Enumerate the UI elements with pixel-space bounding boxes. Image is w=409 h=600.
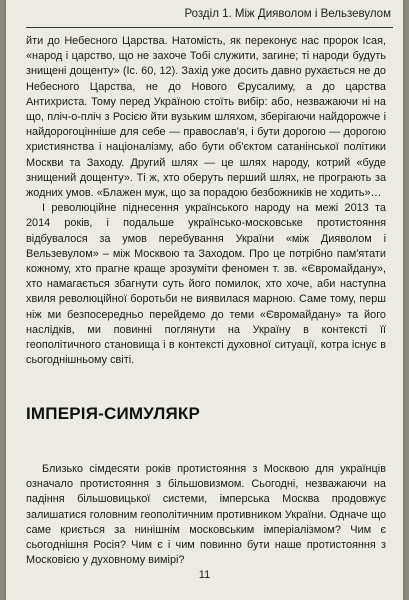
section-heading: ІМПЕРІЯ-СИМУЛЯКР xyxy=(26,404,201,423)
header-rule xyxy=(26,27,393,28)
page-number: 11 xyxy=(198,569,211,581)
running-head: Розділ 1. Між Дияволом і Вельзевулом xyxy=(184,8,391,20)
paragraph-1: йти до Небесного Царства. Натомість, як переконує нас пророк Ісая, «народ і царство, що не захоче Тобі служити, загине; ті народи будуть знищені дощенту» (Іс. 60, 12). Захід уже досить давно рухається не до Небесного Царства, не до Нового Єрусалиму, а до царства Антихриста. Тому перед Україною стоїть вибір: або, незважаючи ні на що, пліч-о-пліч з Росією йти вузьким шляхом, зберігаючи найдорожче і найдорогоцінніше для себе — православ'я, і бути дорогою — дорогою християнства і націоналізму, або бути об'єктом сатанінської політики Москви та Заходу. Другий шлях — це шлях народу, котрий «буде знищений дощенту». Ті ж, хто оберуть перший шлях, не програють за жодних умов. «Блажен муж, що за порадою безбожників не ходить»… xyxy=(26,35,386,200)
book-page xyxy=(6,0,403,600)
section-text xyxy=(26,462,386,568)
paragraph-2: І революційне піднесення українського народу на межі 2013 та 2014 років, і подальше українсько-московське протистояння відбувалося за умов перебування України «між Дияволом і Вельзевулом» – між Москвою та Заходом. Про це потрібно пам'ятати кожному, хто прагне краще зрозуміти феномен т. зв. «Євромайдану», хто намагається збагнути суть його помилок, хто хоче, аби наступна хвиля революційної боротьби не виявилася марною. Саме тому, перш ніж ми безпосередньо перейдемо до теми «Євромайдану» та його наслідків, ми повинні поглянути на Україну в контексті її геополітичного становища і в контексті духовної ситуації, котра існує в сьогоднішньому світі. xyxy=(26,202,386,367)
section-paragraph: Близько сімдесяти років протистояння з Москвою для українців означало протистояння з більшовизмом. Сьогодні, незважаючи на падіння більшовицької системи, імперська Москва продовжує залишатися головним геополітичним противником України. Одначе що саме криється за нинішнім московським імперіалізмом? Чим є сьогоднішня Росія? Чим є і чим повинно бути наше протистояння з Московією у духовному вимірі? xyxy=(26,463,386,567)
main-text xyxy=(26,34,386,368)
